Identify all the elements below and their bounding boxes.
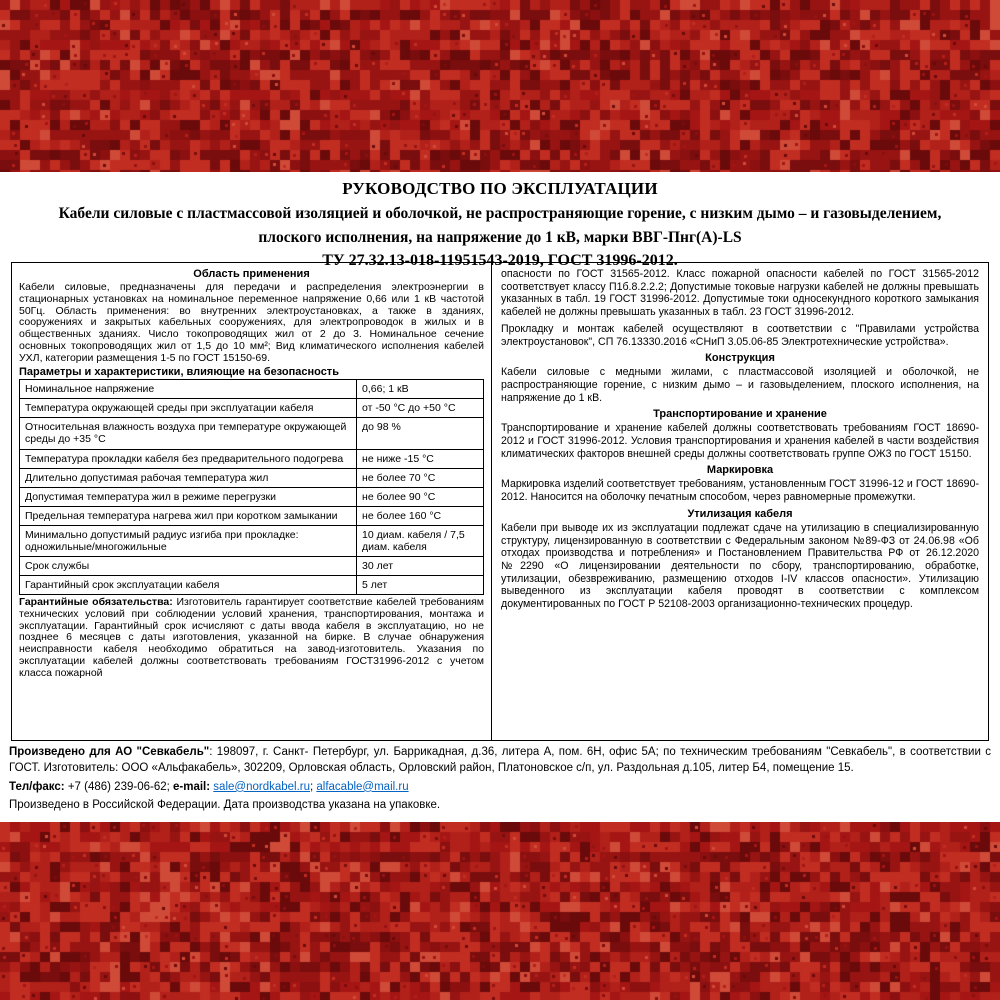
param-cell: Срок службы [20,556,357,575]
disposal-paragraph: Кабели при выводе их из эксплуатации подлежат сдаче на утилизацию в специализированную структуру, лицензированную в соответствии с Федеральным законом №89-ФЗ от 24.06.98 «Об отходах производства и потребления» и Постановлением Правительства РФ от 26.12.2020 №2290 «О лицензировании деятельности по сбору, транспортированию, обработке, утилизации, обезвреживанию, размещению отходов I-IV классов опасности». Утилизацию выведенного из эксплуатации кабеля проводят в соответствии с комплексом документированных по ГОСТ Р 52108-2003 организационно-технических процедур. [501,521,979,611]
value-cell: 0,66; 1 кВ [357,380,484,399]
value-cell: от -50 °С до +50 °С [357,399,484,418]
table-row [20,556,484,575]
parameters-table [19,379,484,595]
param-cell: Минимально допустимый радиус изгиба при прокладке: одножильные/многожильные [20,525,357,556]
table-row [20,449,484,468]
phone-label: Тел/факс: [9,780,65,793]
param-cell: Предельная температура нагрева жил при коротком замыкании [20,506,357,525]
scope-heading: Область применения [193,268,310,280]
main-content-box [11,262,989,741]
value-cell: не более 160 °С [357,506,484,525]
param-cell: Температура окружающей среды при эксплуатации кабеля [20,399,357,418]
warranty-paragraph [19,597,484,679]
disposal-heading: Утилизация кабеля [687,507,793,520]
param-cell: Допустимая температура жил в режиме перегрузки [20,487,357,506]
producer-paragraph [9,744,991,777]
table-row [20,575,484,594]
decorative-border-top [0,0,1000,172]
table-row [20,380,484,399]
document-header [0,172,1000,269]
param-cell: Относительная влажность воздуха при температуре окружающей среды до +35 °С [20,418,357,449]
document-footer [0,742,1000,811]
table-row [20,525,484,556]
phone-value: +7 (486) 239-06-62; [64,780,174,793]
marking-heading: Маркировка [706,464,774,477]
params-heading: Параметры и характеристики, влияющие на безопасность [19,366,339,379]
table-row [20,487,484,506]
construction-heading: Конструкция [705,352,775,365]
value-cell: 10 диам. кабеля / 7,5 диам. кабеля [357,525,484,556]
value-cell: 5 лет [357,575,484,594]
value-cell: не более 70 °С [357,468,484,487]
subtitle-line-1: Кабели силовые с пластмассовой изоляцией и оболочкой, не распространяющие горение, с низким дымо – и газовыделением, [58,205,942,222]
page-title: РУКОВОДСТВО ПО ЭКСПЛУАТАЦИИ [342,179,658,198]
warranty-text: Изготовитель гарантирует соответствие кабелей требованиям технических условий при соблюдении условий хранения, транспортирования, монтажа и эксплуатации. Гарантийный срок исчисляют с даты ввода кабеля в эксплуатацию, но не позднее 6 месяцев с даты изготовления, указанной на бирке. В случае обнаружения неисправности кабеля необходимо обратиться на завод-изготовитель. Указания по эксплуатации кабелей должны соответствовать требованиям ГОСТ31996-2012 с учетом класса пожарной [19,596,485,679]
subtitle-line-3: ТУ 27.32.13-018-11951543-2019, ГОСТ 31996-2012. [322,252,678,269]
construction-paragraph: Кабели силовые с медными жилами, с пластмассовой изоляцией и оболочкой, не распространяющие горение, с низким дымо – и газовыделением, плоского исполнения, на напряжение до 1 кВ. [501,366,979,404]
right-column [492,263,988,740]
value-cell: не ниже -15 °С [357,449,484,468]
contacts-line [9,779,991,795]
scope-paragraph: Кабели силовые, предназначены для передачи и распределения электроэнергии в стационарных установках на номинальное переменное напряжение 0,66 или 1 кВ частотой 50Гц. Область применения: во внутренних электроустановках, а также в зданиях, сооружениях и закрытых кабельных сооружениях, для электропроводок в жилых и в общественных зданиях. Число токопроводящих жил от 2 до 3. Номинальное сечение основных токопроводящих жил от 1,5 до 10 мм²; Вид климатического исполнения кабелей УХЛ, категории размещения 1-5 по ГОСТ 15150-69. [19,281,485,364]
email-separator: ; [310,780,317,793]
email-label: e-mail: [173,780,211,793]
table-row [20,399,484,418]
email-link-primary[interactable]: sale@nordkabel.ru [213,780,310,793]
subtitle-line-2: плоского исполнения, на напряжение до 1 кВ, марки ВВГ-Пнг(А)-LS [258,229,742,246]
table-row [20,506,484,525]
decorative-border-bottom [0,822,1000,1000]
fire-safety-paragraph: опасности по ГОСТ 31565-2012. Класс пожарной опасности кабелей по ГОСТ 31565-2012 соответствует классу П1б.8.2.2.2; Допустимые токовые нагрузки кабелей не должны превышать указанных в табл. 19 ГОСТ 31996-2012. Допустимые токи односекундного короткого замыкания кабелей не должны превышать указанных в табл. 23 ГОСТ 31996-2012. [501,268,979,319]
producer-label: Произведено для АО "Севкабель" [9,746,210,758]
warranty-label: Гарантийные обязательства: [19,596,173,608]
param-cell: Номинальное напряжение [20,380,357,399]
value-cell: до 98 % [357,418,484,449]
producer-text: : 198097, г. Санкт- Петербург, ул. Баррикадная, д.36, литера А, пом. 6Н, офис 5А; по техническим требованиям "Севкабель", в соответствии с ГОСТ. Изготовитель: ООО «Альфакабель», 302209, Орловская область, Орловский район, Платоновское с/п, ул. Раздольная д.105, литер Б4, помещение 15. [9,746,992,775]
param-cell: Длительно допустимая рабочая температура жил [20,468,357,487]
email-link-secondary[interactable]: alfacable@mail.ru [316,780,409,793]
transport-paragraph: Транспортирование и хранение кабелей должны соответствовать требованиям ГОСТ 18690-2012 и ГОСТ 31996-2012. Условия транспортирования и хранения кабелей в части воздействия климатических факторов внешней среды должны соответствовать группе ОЖ3 по ГОСТ 15150. [501,422,979,460]
table-row [20,468,484,487]
transport-heading: Транспортирование и хранение [653,408,827,421]
marking-paragraph: Маркировка изделий соответствует требованиям, установленным ГОСТ 31996-12 и ГОСТ 18690-2012. Наносится на оболочку печатным способом, через равномерные промежутки. [501,478,979,504]
table-row [20,418,484,449]
param-cell: Температура прокладки кабеля без предварительного подогрева [20,449,357,468]
made-in-line: Произведено в Российской Федерации. Дата производства указана на упаковке. [9,798,441,811]
param-cell: Гарантийный срок эксплуатации кабеля [20,575,357,594]
left-column [12,263,492,740]
value-cell: 30 лет [357,556,484,575]
value-cell: не более 90 °С [357,487,484,506]
installation-paragraph: Прокладку и монтаж кабелей осуществляют в соответствии с "Правилами устройства электроустановок", СП 76.13330.2016 «СНиП 3.05.06-85 Электротехнические устройства». [501,322,979,348]
